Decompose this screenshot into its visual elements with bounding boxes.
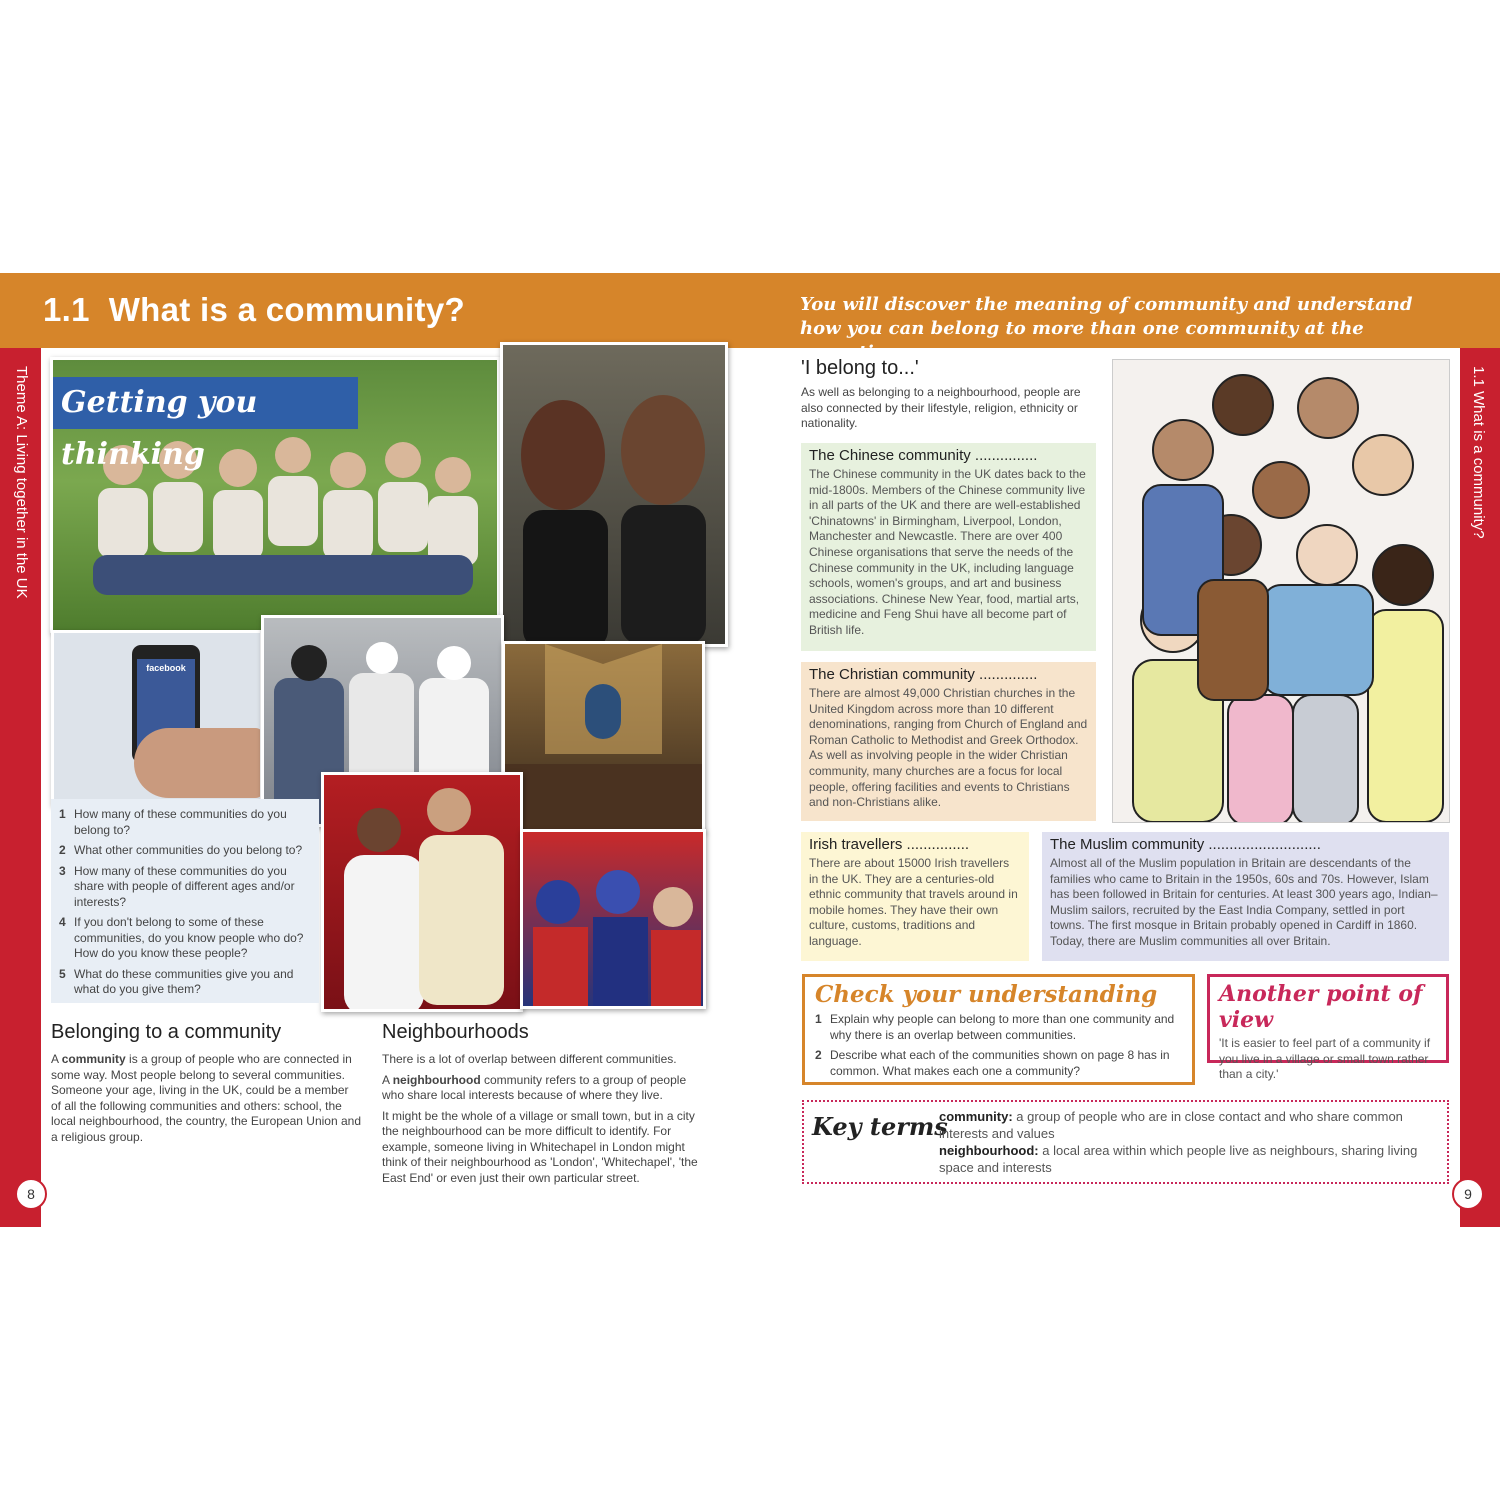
belong-to-heading: 'I belong to...': [801, 357, 919, 379]
teens-silhouette: [503, 345, 725, 644]
check-understanding-box: [802, 974, 1195, 1085]
apv-quote: 'It is easier to feel part of a community if you live in a village or small town rather than a city.': [1219, 1036, 1431, 1081]
section-label: 1.1 What is a community?: [1470, 366, 1487, 539]
muslim-community-card: [1042, 832, 1449, 961]
hand: [134, 728, 263, 798]
page-title: 1.1 What is a community?: [43, 291, 465, 328]
neighbourhoods-text: There is a lot of overlap between different communities. A neighbourhood community refers to a group of people who share local interests because of where they live. It might be the whole of a village or small town, but in a city the neighbourhood can be more difficult to identify. For example, someone living in Whitechapel in London might think of their neighbourhood as 'London', 'Whitechapel', 'the East End' or even just their own particular street.: [382, 1052, 698, 1185]
card-title: The Chinese community ...............: [809, 447, 1038, 464]
card-title: The Christian community ..............: [809, 666, 1038, 683]
app-name: facebook: [146, 663, 186, 673]
key-terms-heading: Key terms: [812, 1112, 948, 1141]
couple-silhouette: [324, 775, 520, 1009]
page-number-left: 8: [15, 1178, 47, 1210]
check-list: [815, 1012, 1182, 1079]
card-text: There are about 15000 Irish travellers in the UK. They are a centuries-old ethnic community that travels around in mobile homes. They have their own culture, customs, traditions and language.: [809, 856, 1018, 948]
question-item: 3 How many of these communities do you share with people of different ages and/or interests?: [59, 863, 295, 909]
irish-travellers-card: [801, 832, 1029, 961]
belonging-text: A community is a group of people who are connected in some way. Most people belong to several communities. Someone your age, living in the UK, could be a member of all the following communities and others: school, the local neighbourhood, the country, the European Union and a religious group.: [51, 1052, 362, 1144]
card-text: The Chinese community in the UK dates back to the mid-1800s. Members of the Chinese community live in all parts of the UK and there are well-established 'Chinatowns' in Birmingham, Liverpool, London, Manchester and Newcastle. There are over 400 Chinese organisations that serve the needs of the Chinese community in the UK, including language schools, women's groups, and art and business associations. Chinese New Year, food, martial arts, medicine and Feng Shui have all become part of British life.: [809, 467, 1086, 637]
question-item: 1 How many of these communities do you belong to?: [59, 807, 287, 837]
card-title: Irish travellers ...............: [809, 836, 970, 853]
question-item: 4 If you don't belong to some of these communities, do you know people who do? How do you know these people?: [59, 915, 304, 960]
card-text: Almost all of the Muslim population in Britain are descendants of the families who came to Britain in the 1950s, 60s and 70s. However, Islam has been followed in Britain for centuries. At least 300 years ago, Indian–Muslim sailors, recruited by the East India Company, settled in port towns. The first mosque in Britain probably opened in Cardiff in 1860. Today, there are Muslim communities all over Britain.: [1050, 856, 1438, 948]
fans-silhouette: [523, 832, 703, 1006]
key-term-item: neighbourhood: a local area within which people live as neighbours, sharing living space and interests: [939, 1143, 1418, 1175]
card-text: There are almost 49,000 Christian churches in the United Kingdom across more than 10 different denominations, ranging from Church of England and Roman Catholic to Methodist and Greek Orthodox. As well as involving people in the wider Christian community, many churches are a focus for local people, offering facilities and events to Christians and non-Christians alike.: [809, 686, 1088, 810]
question-item: 5 What do these communities give you and what do you give them?: [59, 966, 294, 996]
question-list: [51, 799, 319, 998]
christian-community-card: [801, 662, 1096, 821]
people-drawing: [1113, 360, 1449, 822]
football-fans-photo: [520, 829, 706, 1009]
key-terms-list: [939, 1108, 1439, 1176]
belong-to-text: As well as belonging to a neighbourhood, people are also connected by their lifestyle, religion, ethnicity or nationality.: [801, 385, 1081, 430]
left-side-tab: [0, 348, 41, 1227]
belonging-heading: Belonging to a community: [51, 1021, 282, 1043]
another-point-of-view-box: [1207, 974, 1449, 1081]
apv-heading: Another point of view: [1219, 981, 1423, 1033]
church-interior-photo: [502, 641, 705, 833]
right-side-tab: [1460, 348, 1500, 1227]
emo-teens-photo: [500, 342, 728, 647]
learning-objective: You will discover the meaning of community and understand how you can belong to more than one community at the same time.: [800, 294, 1413, 363]
diverse-people-illustration: [1112, 359, 1450, 823]
card-title: The Muslim community ...........................: [1050, 836, 1321, 853]
check-item: 1 Explain why people can belong to more than one community and why there is an overlap between communities.: [815, 1012, 1175, 1042]
key-term-item: community: a group of people who are in close contact and who share common interests and values: [939, 1109, 1403, 1141]
header-bar: [0, 273, 1500, 363]
question-item: 2 What other communities do you belong to?: [59, 843, 303, 857]
thinking-questions-box: [51, 799, 319, 1003]
dancing-couple-photo: [321, 772, 523, 1012]
textbook-spread: [0, 273, 1500, 1227]
key-terms-box: [802, 1100, 1449, 1184]
church-nave: [505, 644, 702, 830]
neighbourhoods-heading: Neighbourhoods: [382, 1021, 529, 1043]
check-heading: Check your understanding: [815, 981, 1158, 1008]
theme-label: Theme A: Living together in the UK: [13, 366, 30, 599]
page-number-right: 9: [1452, 1178, 1484, 1210]
smartphone-photo: [51, 630, 263, 806]
getting-you-thinking-banner: Getting you thinking: [53, 377, 358, 429]
check-item: 2 Describe what each of the communities shown on page 8 has in common. What makes each one a community?: [815, 1048, 1170, 1078]
chinese-community-card: [801, 443, 1096, 651]
